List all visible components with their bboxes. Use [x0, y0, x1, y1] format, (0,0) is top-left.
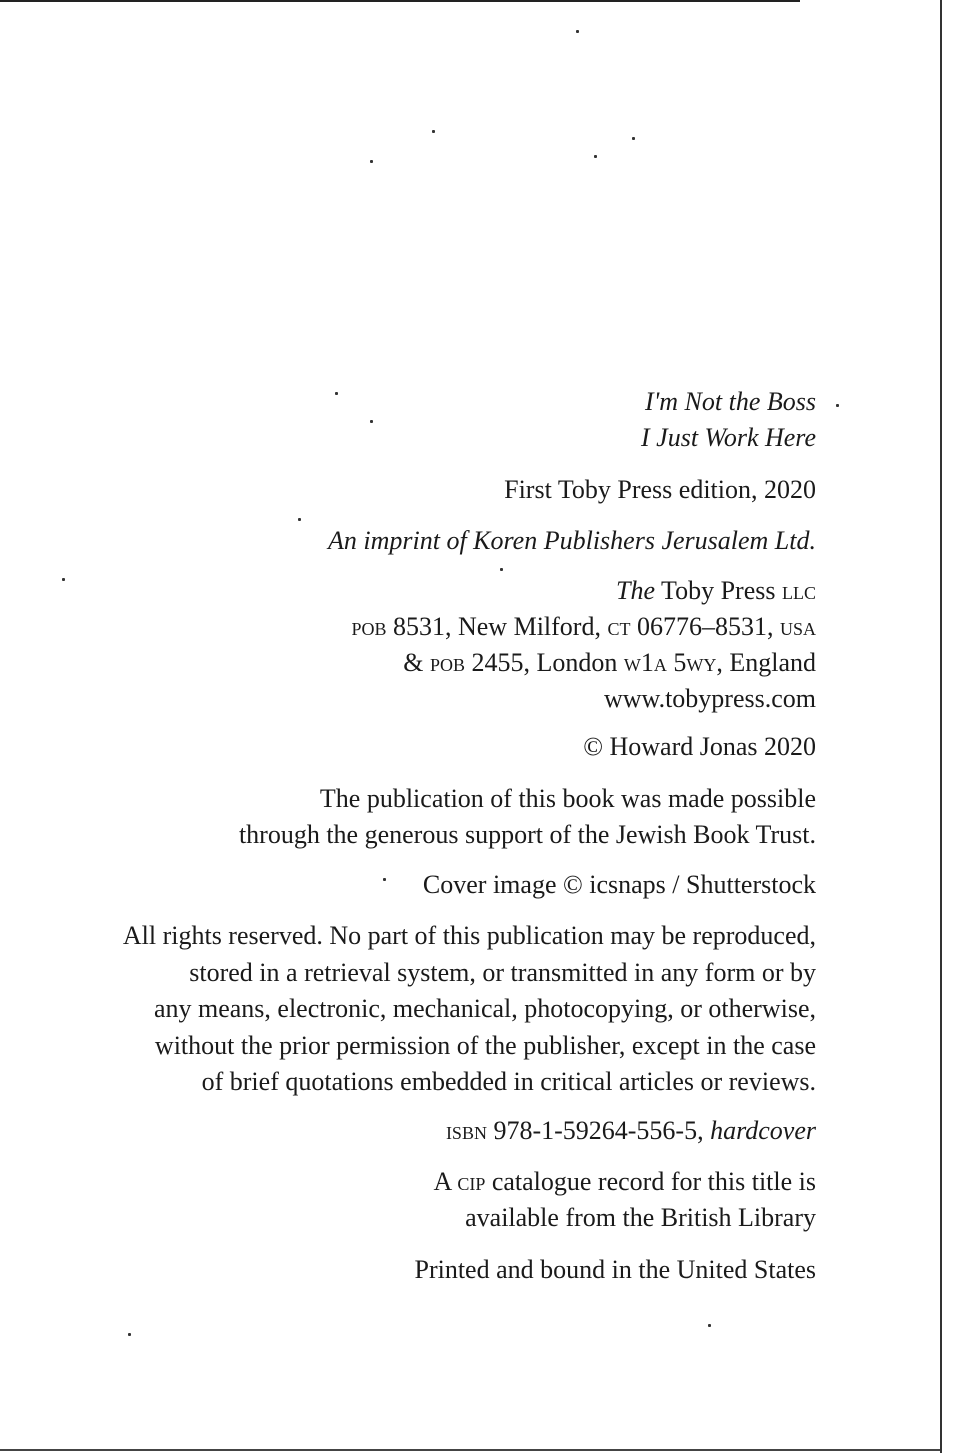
- book-title: [641, 384, 816, 456]
- cip-rest: catalogue record for this title is: [485, 1167, 816, 1196]
- address2-rest: , England: [716, 648, 816, 677]
- copyright-text: © Howard Jonas 2020: [583, 732, 816, 761]
- publisher-name-rest: Toby Press: [655, 576, 782, 605]
- edition-line: [504, 472, 816, 508]
- cover-credit-text: Cover image © icsnaps / Shutterstock: [422, 870, 816, 899]
- scan-speck: [708, 1324, 711, 1327]
- address2-amp: &: [403, 648, 430, 677]
- cip-line-1: [433, 1164, 816, 1200]
- isbn-format: hardcover: [710, 1116, 816, 1145]
- address-line-2: [351, 645, 816, 681]
- cip-a: A: [433, 1167, 458, 1196]
- scan-speck: [576, 30, 579, 33]
- rights-line-4: without the prior permission of the publisher, except in the case: [154, 1030, 816, 1060]
- scan-speck: [500, 568, 503, 571]
- publisher-name-llc: llc: [782, 576, 816, 605]
- isbn-label: isbn: [445, 1116, 487, 1145]
- page-edge-right: [940, 0, 942, 1453]
- address2-pob: pob: [429, 648, 465, 677]
- printed-line: [414, 1252, 816, 1288]
- scan-speck: [370, 160, 373, 163]
- publisher-name: [351, 573, 816, 609]
- title-line-2: I Just Work Here: [641, 423, 816, 452]
- copyright-line: [583, 729, 816, 765]
- rights-line-2: stored in a retrieval system, or transmitted in any form or by: [189, 957, 816, 987]
- scan-speck: [298, 518, 301, 521]
- edition-text: First Toby Press edition, 2020: [504, 475, 816, 504]
- scan-speck: [432, 130, 435, 133]
- address-line-1: [351, 609, 816, 645]
- scan-speck: [335, 392, 338, 395]
- page-edge-bottom: [0, 1449, 940, 1451]
- address1-zip: 06776–8531,: [630, 612, 780, 641]
- isbn-number: 978-1-59264-556-5,: [486, 1116, 711, 1145]
- imprint-text: An imprint of Koren Publishers Jerusalem Ltd.: [328, 526, 816, 555]
- address1-ct: ct: [607, 612, 631, 641]
- address1-pob: pob: [351, 612, 387, 641]
- publisher-address: [351, 573, 816, 717]
- publisher-name-the: The: [616, 576, 655, 605]
- scan-speck: [62, 578, 65, 581]
- imprint-line: [328, 523, 816, 559]
- rights-line-3: any means, electronic, mechanical, photocopying, or otherwise,: [153, 994, 816, 1023]
- support-line-2: through the generous support of the Jewish Book Trust.: [238, 820, 816, 849]
- rights-statement: [123, 918, 816, 1101]
- cip-abbrev: cip: [457, 1167, 486, 1196]
- cip-record: [433, 1164, 816, 1236]
- support-note: [239, 781, 816, 853]
- scan-speck: [594, 155, 597, 158]
- printed-text: Printed and bound in the United States: [414, 1255, 816, 1284]
- support-line-1: The publication of this book was made possible: [319, 784, 816, 813]
- scan-speck: [128, 1333, 131, 1336]
- scan-speck: [370, 420, 373, 423]
- address1-usa: usa: [779, 612, 816, 641]
- title-line-1: I'm Not the Boss: [645, 387, 816, 416]
- rights-line-5: of brief quotations embedded in critical articles or reviews.: [201, 1067, 816, 1096]
- rights-line-1: All rights reserved. No part of this publication may be reproduced,: [122, 921, 816, 950]
- publisher-website: www.tobypress.com: [603, 684, 816, 713]
- page-edge-top: [0, 0, 800, 2]
- isbn-line: [446, 1113, 816, 1149]
- scan-speck: [836, 404, 839, 407]
- scan-speck: [632, 137, 635, 140]
- address2-postcode: w1a 5wy: [623, 648, 717, 677]
- address2-num: 2455, London: [464, 648, 624, 677]
- address1-rest: 8531, New Milford,: [386, 612, 608, 641]
- cover-credit: [423, 867, 816, 903]
- cip-line-2: available from the British Library: [465, 1203, 816, 1232]
- scan-speck: [383, 878, 386, 881]
